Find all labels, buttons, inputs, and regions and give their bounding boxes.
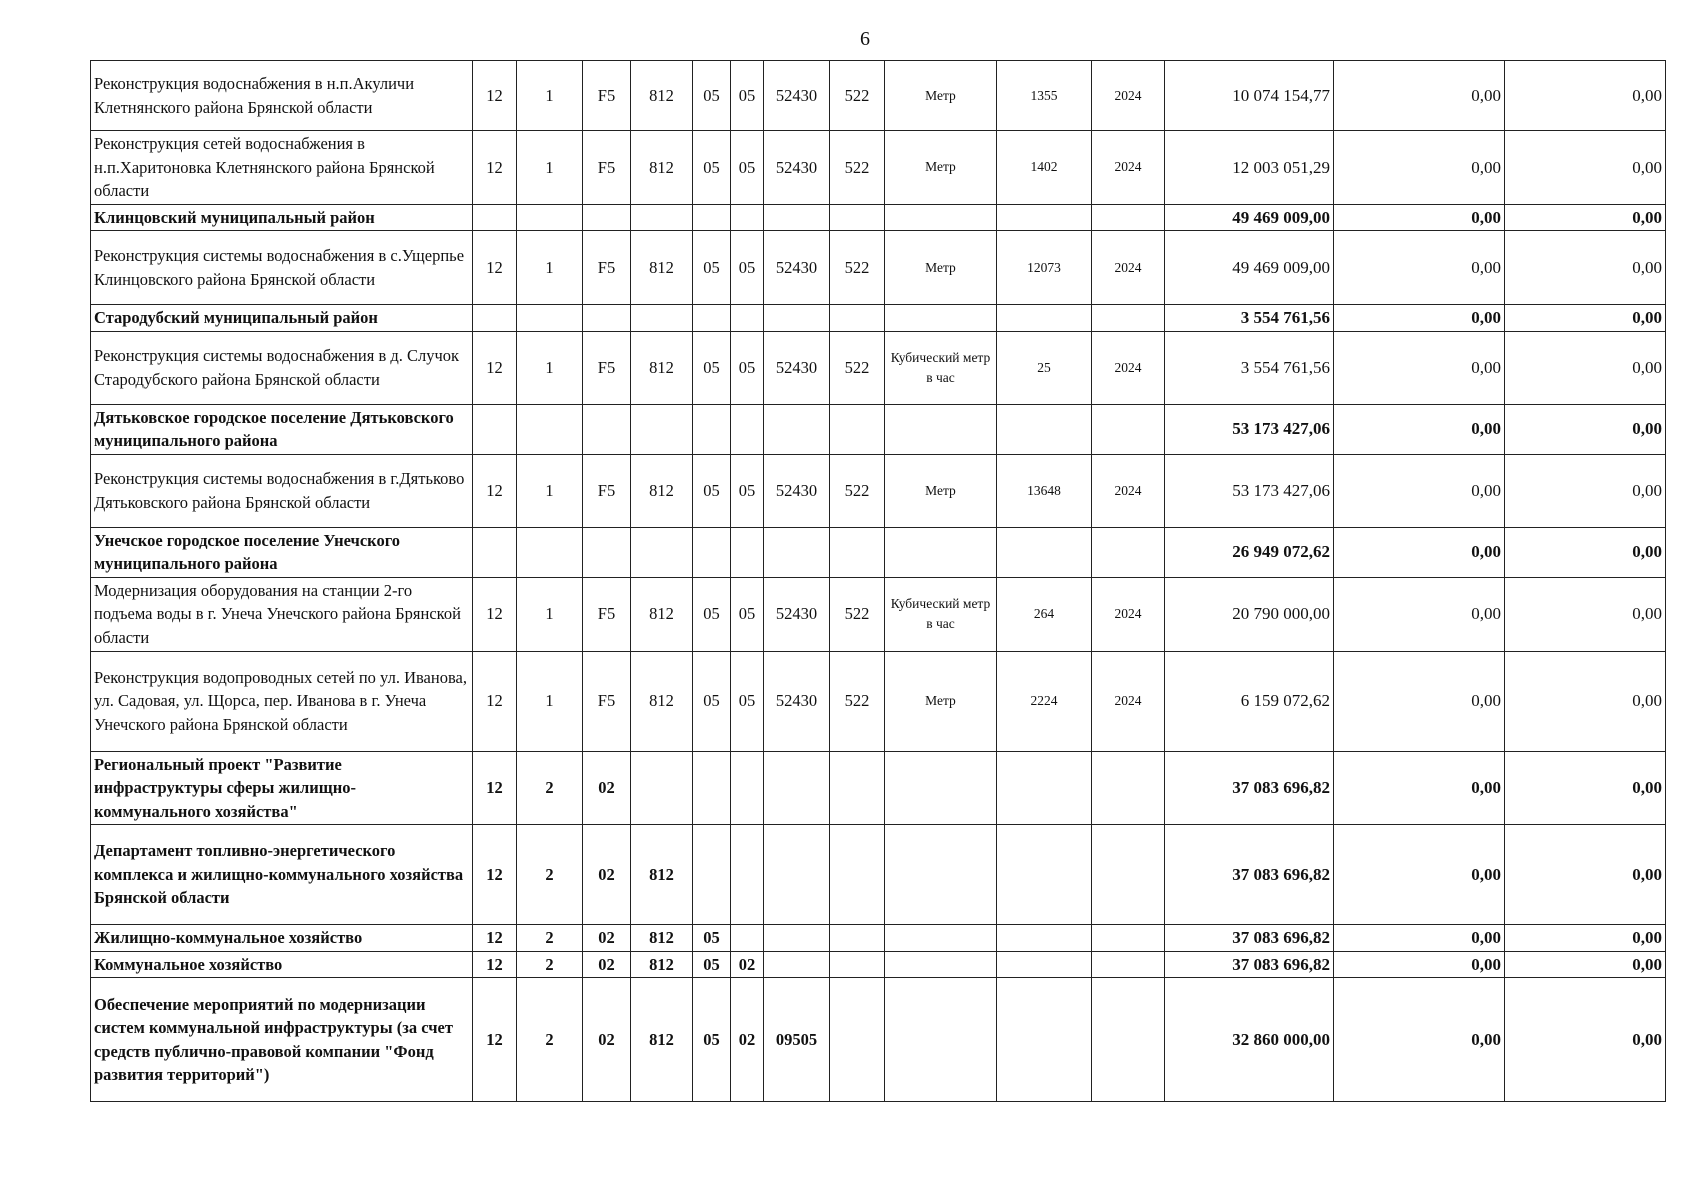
table-row [91,651,1666,751]
code-subprogram-cell: 2 [517,951,583,978]
code-grbs-cell: 812 [631,131,693,205]
amount-year-2-cell: 0,00 [1334,577,1505,651]
code-project-cell: F5 [583,651,631,751]
code-subsection-cell: 02 [731,951,764,978]
table-row [91,925,1666,952]
code-direction-cell [764,527,830,577]
code-project-cell [583,204,631,231]
code-grbs-cell: 812 [631,925,693,952]
completion-year-cell: 2024 [1092,331,1165,404]
capacity-value-cell: 13648 [997,454,1092,527]
amount-year-3-cell: 0,00 [1505,454,1666,527]
capacity-value-cell [997,527,1092,577]
amount-year-1-cell: 37 083 696,82 [1165,951,1334,978]
code-subsection-cell: 05 [731,131,764,205]
code-subprogram-cell: 2 [517,925,583,952]
code-expense-type-cell: 522 [830,577,885,651]
amount-year-2-cell: 0,00 [1334,751,1505,825]
amount-year-1-cell: 20 790 000,00 [1165,577,1334,651]
code-grbs-cell: 812 [631,825,693,925]
code-direction-cell: 09505 [764,978,830,1102]
code-subprogram-cell: 2 [517,978,583,1102]
table-row [91,204,1666,231]
code-subprogram-cell: 1 [517,231,583,305]
capacity-value-cell [997,751,1092,825]
code-subprogram-cell: 2 [517,825,583,925]
code-program-cell [473,204,517,231]
amount-year-3-cell: 0,00 [1505,925,1666,952]
code-program-cell: 12 [473,751,517,825]
amount-year-3-cell: 0,00 [1505,61,1666,131]
code-project-cell: F5 [583,231,631,305]
completion-year-cell: 2024 [1092,131,1165,205]
amount-year-2-cell: 0,00 [1334,454,1505,527]
amount-year-3-cell: 0,00 [1505,978,1666,1102]
amount-year-2-cell: 0,00 [1334,925,1505,952]
unit-of-measure-cell: Метр [885,651,997,751]
amount-year-3-cell: 0,00 [1505,204,1666,231]
code-section-cell: 05 [693,925,731,952]
code-grbs-cell: 812 [631,651,693,751]
amount-year-2-cell: 0,00 [1334,404,1505,454]
code-section-cell: 05 [693,61,731,131]
amount-year-1-cell: 37 083 696,82 [1165,825,1334,925]
unit-of-measure-cell [885,978,997,1102]
amount-year-1-cell: 49 469 009,00 [1165,231,1334,305]
unit-of-measure-cell [885,527,997,577]
amount-year-1-cell: 10 074 154,77 [1165,61,1334,131]
code-subprogram-cell: 2 [517,751,583,825]
code-subsection-cell: 05 [731,61,764,131]
code-expense-type-cell [830,751,885,825]
code-program-cell [473,305,517,332]
code-direction-cell [764,305,830,332]
code-direction-cell: 52430 [764,61,830,131]
code-section-cell: 05 [693,454,731,527]
code-project-cell: 02 [583,751,631,825]
code-grbs-cell: 812 [631,454,693,527]
code-program-cell: 12 [473,131,517,205]
amount-year-1-cell: 6 159 072,62 [1165,651,1334,751]
capacity-value-cell: 1355 [997,61,1092,131]
completion-year-cell: 2024 [1092,61,1165,131]
code-direction-cell: 52430 [764,577,830,651]
completion-year-cell [1092,305,1165,332]
capacity-value-cell [997,404,1092,454]
code-program-cell: 12 [473,651,517,751]
code-grbs-cell: 812 [631,577,693,651]
code-section-cell [693,204,731,231]
code-section-cell: 05 [693,651,731,751]
code-subsection-cell [731,925,764,952]
amount-year-1-cell: 49 469 009,00 [1165,204,1334,231]
amount-year-3-cell: 0,00 [1505,231,1666,305]
row-name-cell: Реконструкция водопроводных сетей по ул. Иванова, ул. Садовая, ул. Щорса, пер. Иванова в г. Унеча Унечского района Брянской области [91,651,473,751]
completion-year-cell [1092,404,1165,454]
code-subsection-cell [731,751,764,825]
unit-of-measure-cell: Кубический метр в час [885,331,997,404]
table-row [91,751,1666,825]
code-direction-cell: 52430 [764,454,830,527]
code-expense-type-cell: 522 [830,651,885,751]
unit-of-measure-cell [885,404,997,454]
code-project-cell: F5 [583,61,631,131]
code-subsection-cell [731,527,764,577]
code-grbs-cell: 812 [631,61,693,131]
table-row [91,61,1666,131]
capacity-value-cell: 264 [997,577,1092,651]
code-section-cell: 05 [693,577,731,651]
table-row [91,231,1666,305]
amount-year-1-cell: 37 083 696,82 [1165,925,1334,952]
code-program-cell: 12 [473,231,517,305]
page-number: 6 [860,28,870,50]
code-expense-type-cell: 522 [830,331,885,404]
amount-year-2-cell: 0,00 [1334,978,1505,1102]
table-row [91,454,1666,527]
capacity-value-cell [997,204,1092,231]
amount-year-1-cell: 53 173 427,06 [1165,454,1334,527]
unit-of-measure-cell: Кубический метр в час [885,577,997,651]
capacity-value-cell [997,825,1092,925]
amount-year-1-cell: 26 949 072,62 [1165,527,1334,577]
unit-of-measure-cell [885,825,997,925]
code-project-cell: F5 [583,577,631,651]
amount-year-1-cell: 32 860 000,00 [1165,978,1334,1102]
code-program-cell: 12 [473,978,517,1102]
row-name-cell: Реконструкция системы водоснабжения в с.Ущерпье Клинцовского района Брянской области [91,231,473,305]
code-grbs-cell [631,404,693,454]
code-section-cell [693,825,731,925]
amount-year-1-cell: 3 554 761,56 [1165,305,1334,332]
code-subprogram-cell [517,527,583,577]
capacity-value-cell: 1402 [997,131,1092,205]
code-project-cell [583,527,631,577]
code-grbs-cell: 812 [631,951,693,978]
code-project-cell: F5 [583,331,631,404]
code-program-cell: 12 [473,331,517,404]
code-program-cell: 12 [473,577,517,651]
code-subsection-cell [731,305,764,332]
capacity-value-cell [997,951,1092,978]
code-subprogram-cell [517,204,583,231]
completion-year-cell [1092,204,1165,231]
code-section-cell [693,527,731,577]
code-section-cell [693,305,731,332]
table-row [91,951,1666,978]
completion-year-cell [1092,527,1165,577]
code-subprogram-cell: 1 [517,454,583,527]
code-subsection-cell: 05 [731,577,764,651]
code-subsection-cell [731,404,764,454]
code-direction-cell [764,925,830,952]
row-name-cell: Клинцовский муниципальный район [91,204,473,231]
code-direction-cell: 52430 [764,231,830,305]
code-expense-type-cell: 522 [830,61,885,131]
unit-of-measure-cell [885,925,997,952]
amount-year-3-cell: 0,00 [1505,825,1666,925]
code-section-cell: 05 [693,978,731,1102]
code-section-cell: 05 [693,331,731,404]
amount-year-2-cell: 0,00 [1334,305,1505,332]
code-subsection-cell: 05 [731,331,764,404]
amount-year-3-cell: 0,00 [1505,577,1666,651]
row-name-cell: Реконструкция водоснабжения в н.п.Акуличи Клетнянского района Брянской области [91,61,473,131]
code-grbs-cell [631,305,693,332]
budget-table [90,60,1666,1102]
code-direction-cell [764,204,830,231]
amount-year-3-cell: 0,00 [1505,751,1666,825]
code-section-cell [693,404,731,454]
row-name-cell: Жилищно-коммунальное хозяйство [91,925,473,952]
code-program-cell: 12 [473,454,517,527]
code-subprogram-cell: 1 [517,131,583,205]
row-name-cell: Коммунальное хозяйство [91,951,473,978]
row-name-cell: Реконструкция системы водоснабжения в г.Дятьково Дятьковского района Брянской области [91,454,473,527]
completion-year-cell [1092,751,1165,825]
code-expense-type-cell [830,305,885,332]
code-project-cell: F5 [583,131,631,205]
completion-year-cell: 2024 [1092,231,1165,305]
amount-year-1-cell: 3 554 761,56 [1165,331,1334,404]
row-name-cell: Стародубский муниципальный район [91,305,473,332]
code-program-cell [473,404,517,454]
unit-of-measure-cell: Метр [885,61,997,131]
code-grbs-cell [631,527,693,577]
table-body [91,61,1666,1102]
unit-of-measure-cell [885,951,997,978]
unit-of-measure-cell: Метр [885,454,997,527]
code-section-cell: 05 [693,231,731,305]
code-direction-cell [764,825,830,925]
code-direction-cell: 52430 [764,331,830,404]
amount-year-1-cell: 37 083 696,82 [1165,751,1334,825]
unit-of-measure-cell: Метр [885,231,997,305]
capacity-value-cell: 12073 [997,231,1092,305]
code-direction-cell: 52430 [764,131,830,205]
capacity-value-cell [997,925,1092,952]
code-project-cell: 02 [583,825,631,925]
code-subprogram-cell [517,404,583,454]
code-section-cell: 05 [693,951,731,978]
code-grbs-cell [631,204,693,231]
code-expense-type-cell [830,204,885,231]
capacity-value-cell [997,978,1092,1102]
code-program-cell: 12 [473,925,517,952]
capacity-value-cell: 2224 [997,651,1092,751]
code-direction-cell [764,951,830,978]
code-project-cell [583,404,631,454]
code-expense-type-cell [830,925,885,952]
unit-of-measure-cell [885,305,997,332]
amount-year-2-cell: 0,00 [1334,651,1505,751]
table-row [91,305,1666,332]
code-section-cell [693,751,731,825]
table-row [91,978,1666,1102]
row-name-cell: Реконструкция сетей водоснабжения в н.п.Харитоновка Клетнянского района Брянской области [91,131,473,205]
code-direction-cell [764,751,830,825]
amount-year-3-cell: 0,00 [1505,131,1666,205]
completion-year-cell [1092,925,1165,952]
amount-year-1-cell: 12 003 051,29 [1165,131,1334,205]
code-project-cell: 02 [583,925,631,952]
capacity-value-cell: 25 [997,331,1092,404]
code-program-cell [473,527,517,577]
completion-year-cell: 2024 [1092,577,1165,651]
completion-year-cell: 2024 [1092,651,1165,751]
amount-year-3-cell: 0,00 [1505,331,1666,404]
amount-year-2-cell: 0,00 [1334,204,1505,231]
amount-year-3-cell: 0,00 [1505,651,1666,751]
code-subsection-cell [731,204,764,231]
code-grbs-cell: 812 [631,231,693,305]
code-subprogram-cell: 1 [517,331,583,404]
row-name-cell: Обеспечение мероприятий по модернизации систем коммунальной инфраструктуры (за счет средств публично-правовой компании "Фонд развития территорий") [91,978,473,1102]
unit-of-measure-cell: Метр [885,131,997,205]
amount-year-2-cell: 0,00 [1334,131,1505,205]
capacity-value-cell [997,305,1092,332]
code-section-cell: 05 [693,131,731,205]
row-name-cell: Департамент топливно-энергетического комплекса и жилищно-коммунального хозяйства Брянской области [91,825,473,925]
code-subsection-cell: 02 [731,978,764,1102]
code-project-cell: 02 [583,978,631,1102]
code-subprogram-cell: 1 [517,651,583,751]
code-program-cell: 12 [473,951,517,978]
table-row [91,404,1666,454]
amount-year-2-cell: 0,00 [1334,825,1505,925]
row-name-cell: Региональный проект "Развитие инфраструктуры сферы жилищно-коммунального хозяйства" [91,751,473,825]
code-subsection-cell [731,825,764,925]
code-subprogram-cell: 1 [517,61,583,131]
code-subprogram-cell [517,305,583,332]
amount-year-2-cell: 0,00 [1334,527,1505,577]
unit-of-measure-cell [885,204,997,231]
code-project-cell: F5 [583,454,631,527]
completion-year-cell [1092,951,1165,978]
code-expense-type-cell [830,825,885,925]
amount-year-3-cell: 0,00 [1505,527,1666,577]
row-name-cell: Дятьковское городское поселение Дятьковского муниципального района [91,404,473,454]
code-direction-cell [764,404,830,454]
row-name-cell: Унечское городское поселение Унечского муниципального района [91,527,473,577]
row-name-cell: Модернизация оборудования на станции 2-го подъема воды в г. Унеча Унечского района Брянской области [91,577,473,651]
code-expense-type-cell: 522 [830,454,885,527]
code-expense-type-cell: 522 [830,231,885,305]
amount-year-3-cell: 0,00 [1505,951,1666,978]
table-row [91,527,1666,577]
code-subsection-cell: 05 [731,651,764,751]
code-expense-type-cell [830,978,885,1102]
code-expense-type-cell [830,404,885,454]
code-grbs-cell: 812 [631,331,693,404]
unit-of-measure-cell [885,751,997,825]
table-row [91,577,1666,651]
completion-year-cell [1092,825,1165,925]
code-expense-type-cell [830,527,885,577]
table-row [91,825,1666,925]
table-row [91,131,1666,205]
code-expense-type-cell: 522 [830,131,885,205]
completion-year-cell [1092,978,1165,1102]
completion-year-cell: 2024 [1092,454,1165,527]
code-grbs-cell: 812 [631,978,693,1102]
code-expense-type-cell [830,951,885,978]
amount-year-2-cell: 0,00 [1334,951,1505,978]
amount-year-3-cell: 0,00 [1505,305,1666,332]
table-row [91,331,1666,404]
amount-year-2-cell: 0,00 [1334,331,1505,404]
code-program-cell: 12 [473,825,517,925]
amount-year-2-cell: 0,00 [1334,231,1505,305]
code-project-cell: 02 [583,951,631,978]
code-subprogram-cell: 1 [517,577,583,651]
amount-year-1-cell: 53 173 427,06 [1165,404,1334,454]
code-subsection-cell: 05 [731,454,764,527]
code-direction-cell: 52430 [764,651,830,751]
code-program-cell: 12 [473,61,517,131]
code-grbs-cell [631,751,693,825]
amount-year-2-cell: 0,00 [1334,61,1505,131]
amount-year-3-cell: 0,00 [1505,404,1666,454]
code-subsection-cell: 05 [731,231,764,305]
code-project-cell [583,305,631,332]
row-name-cell: Реконструкция системы водоснабжения в д. Случок Стародубского района Брянской области [91,331,473,404]
